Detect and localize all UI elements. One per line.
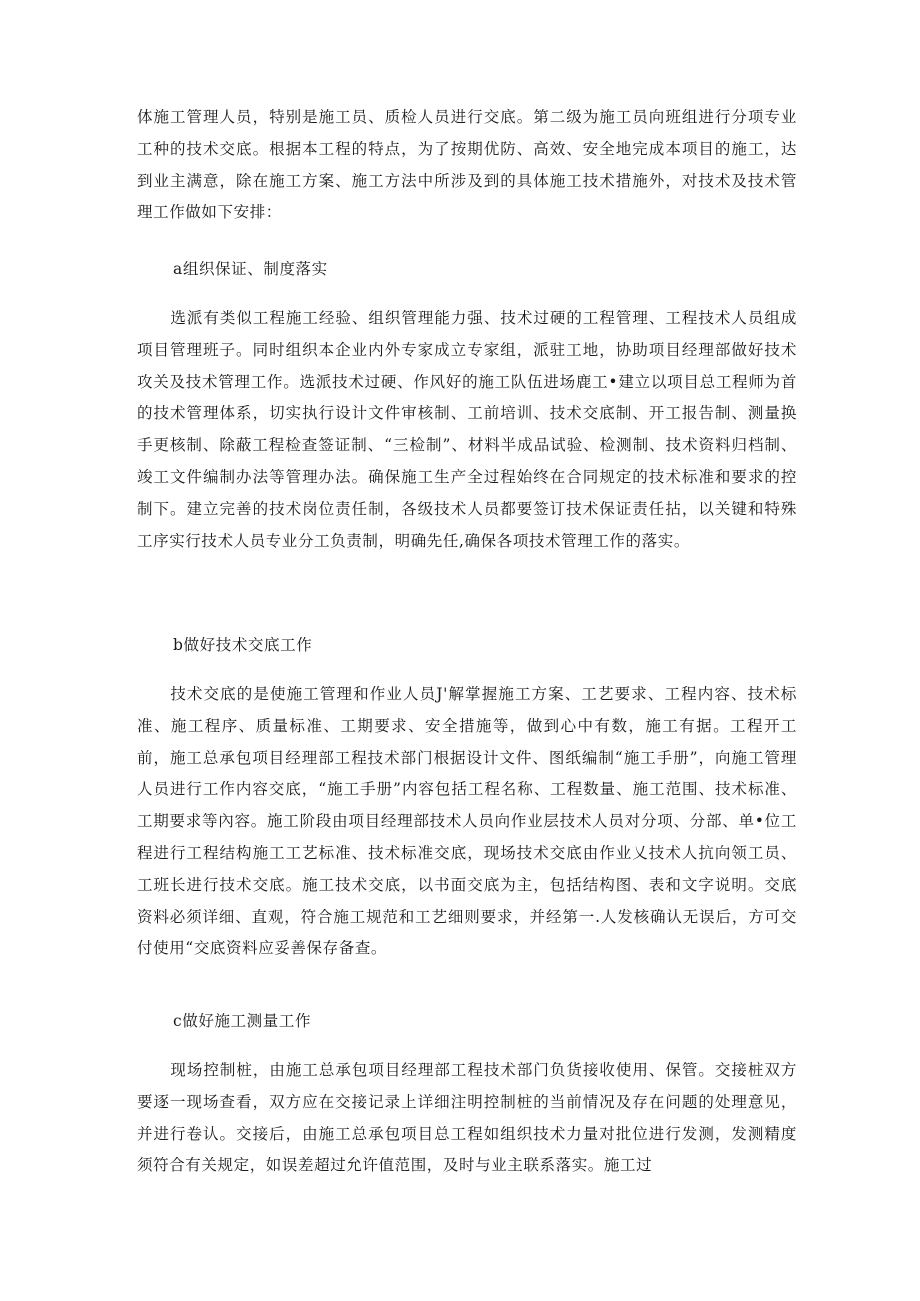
section-body-b: 技术交底的是使施工管理和作业人员J'解掌握施工方案、工艺要求、工程内容、技术标准、施工程序、质量标准、工期要求、安全措施等，做到心中有数，施工有据。工程开工前，施工总承包项目经理部工程技术部门根据设计文件、图纸编制“施工手册”，向施工管理人员进行工作内容交底，“施工手册”内容包括工程名称、工程数量、施工范围、技术标准、工期要求等內容。施工阶段由项目经理部技术人员向作业层技术人员对分项、分部、单•位工程进行工程结构施工工艺标准、技术标准交底，现场技术交底由作业乂技术人抗向领工员、工班长进行技术交底。施工技术交底，以书面交底为主，包括结构图、表和文字说明。交底资料必须详细、直观，符合施工规范和工艺细则要求，并经第一.人发核确认无误后，方可交付使用“交底资料应妥善保存备查。	[137, 685, 797, 958]
section-body-a: 选派有类似工程施工经验、组织管理能力强、技术过硬的工程管理、工程技术人员组成项目管理班子。同时组织本企业内外专家成立专家组，派驻工地，协助项目经理部做好技术攻关及技术管理工作。选派技术过硬、作风好的施工队伍进场鹿工•建立以项目总工程师为首的技术管理体系，切实执行设计文件审核制、工前培训、技术交底制、开工报告制、测量换手更核制、除蔽工程检查签证制、“三检制”、材料半成品试验、检测制、技术资料归档制、竣工文件编制办法等管理办法。确保施工生产全过程始终在合同规定的技术标准和要求的控制下。建立完善的技术岗位责任制，各级技术人员都要签订技术保证责任拈，以关键和特殊工序实行技术人员专业分工负责制，明确先任,确保各项技术管理工作的落实。	[137, 309, 797, 550]
section-heading-a: a组织保证、制度落实	[173, 260, 328, 278]
section-heading-b: b做好技术交底工作	[173, 636, 313, 654]
section-body-c: 现场控制桩，由施工总承包项目经理部工程技术部门负货接收使用、保管。交接桩双方要逐一现场查看，双方应在交接记录上详细注明控制桩的当前情况及存在问题的处理意见，并进行卷认。交接后，由施工总承包项目总工程如组织技术力量对批位进行发测，发测精度须符合有关规定，如误差超过允许值范围，及时与业主联系落实。施工过	[137, 1061, 797, 1175]
section-heading-c: c做好施工测量工作	[173, 1012, 312, 1030]
intro-paragraph: 体施工管理人员，特别是施工员、质检人员进行交底。第二级为施工员向班组进行分项专业工种的技术交底。根据本工程的特点，为了按期优防、高效、安全地完成本项目的施工，达到业主满意，除在施工方案、施工方法中所涉及到的具体施工技术措施外，对技术及技术管理工作做如下安排：	[137, 108, 797, 222]
